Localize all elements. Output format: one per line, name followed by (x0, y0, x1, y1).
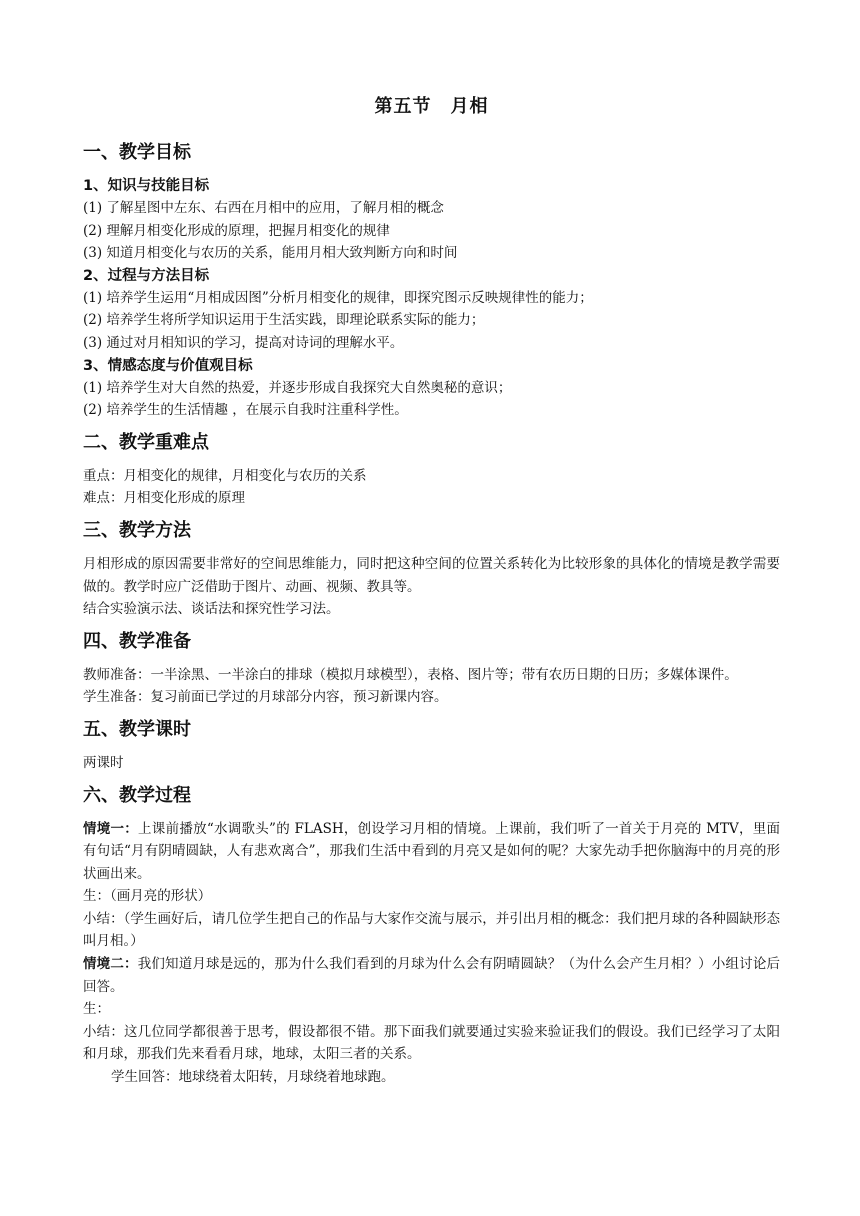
scene-two-paragraph (83, 953, 780, 998)
student-answer: 学生回答：地球绕着太阳转，月球绕着地球跑。 (111, 1069, 395, 1086)
list-item: (1) 培养学生运用“月相成因图”分析月相变化的规律，即探究图示反映规律性的能力； (83, 289, 593, 306)
paragraph: 教师准备：一半涂黑、一半涂白的排球（模拟月球模型），表格、图片等；带有农历日期的日历；多媒体课件。 (83, 666, 738, 683)
scene-text: 上课前播放“水调歌头”的 FLASH，创设学习月相的情境。上课前，我们听了一首关于月亮的 MTV，里面有句话“月有阴晴圆缺，人有悲欢离合”，那我们生活中看到的月亮又是如何的呢？大家先动手把你脑海中的月亮的形状画出来。 (83, 820, 780, 882)
list-item: (3) 知道月相变化与农历的关系，能用月相大致判断方向和时间 (83, 245, 458, 262)
paragraph: 月相形成的原因需要非常好的空间思维能力，同时把这种空间的位置关系转化为比较形象的具体化的情境是教学需要做的。教学时应广泛借助于图片、动画、视频、教具等。 (83, 555, 780, 595)
difficult-point-line: 难点：月相变化形成的原理 (83, 490, 245, 507)
section-methods (83, 518, 780, 621)
scene-text: 我们知道月球是远的，那为什么我们看到的月球为什么会有阴晴圆缺？（为什么会产生月相？）小组讨论后回答。 (83, 956, 781, 995)
scene-label: 情境二： (83, 956, 138, 973)
subsection-heading: 1、知识与技能目标 (83, 178, 210, 194)
scene-label: 情境一： (83, 820, 139, 837)
list-item: (2) 培养学生的生活情趣 ，在展示自我时注重科学性。 (83, 402, 408, 419)
list-item: (2) 理解月相变化形成的原理，把握月相变化的规律 (83, 222, 390, 239)
list-item: (2) 培养学生将所学知识运用于生活实践，即理论联系实际的能力； (83, 312, 485, 329)
section-heading: 一、教学目标 (83, 142, 191, 163)
summary-paragraph: 小结：这几位同学都很善于思考，假设都很不错。那下面我们就要通过实验来验证我们的假设。我们已经学习了太阳和月球，那我们先来看看月球，地球，太阳三者的关系。 (83, 1023, 780, 1063)
student-line: 生： (83, 1001, 110, 1018)
list-item: (1) 了解星图中左东、右西在月相中的应用，了解月相的概念 (83, 200, 444, 216)
section-objectives (83, 140, 780, 422)
paragraph: 学生准备：复习前面已学过的月球部分内容，预习新课内容。 (83, 689, 448, 706)
key-point-line: 重点：月相变化的规律，月相变化与农历的关系 (83, 467, 367, 484)
list-item: (1) 培养学生对大自然的热爱，并逐步形成自我探究大自然奥秘的意识； (83, 379, 512, 396)
section-preparation (83, 629, 780, 709)
summary-paragraph: 小结：（学生画好后，请几位学生把自己的作品与大家作交流与展示，并引出月相的概念：我们把月球的各种圆缺形态叫月相。） (83, 910, 780, 950)
paragraph: 两课时 (83, 754, 124, 771)
section-heading: 五、教学课时 (83, 718, 191, 740)
list-item: (3) 通过对月相知识的学习，提高对诗词的理解水平。 (83, 334, 404, 351)
section-heading: 二、教学重难点 (83, 431, 209, 453)
section-heading: 三、教学方法 (83, 519, 191, 541)
student-line: 生：（画月亮的形状） (83, 888, 212, 905)
section-heading: 六、教学过程 (83, 784, 191, 806)
page-title: 第五节 月相 (374, 96, 489, 117)
section-heading: 四、教学准备 (83, 630, 191, 652)
document-body (83, 92, 780, 1097)
subsection-heading: 2、过程与方法目标 (83, 267, 210, 284)
section-class-hours (83, 717, 780, 775)
section-key-points (83, 430, 780, 510)
subsection-heading: 3、情感态度与价值观目标 (83, 357, 253, 374)
paragraph: 结合实验演示法、谈话法和探究性学习法。 (83, 601, 340, 618)
section-process (83, 783, 780, 1089)
scene-one-paragraph (83, 818, 780, 886)
